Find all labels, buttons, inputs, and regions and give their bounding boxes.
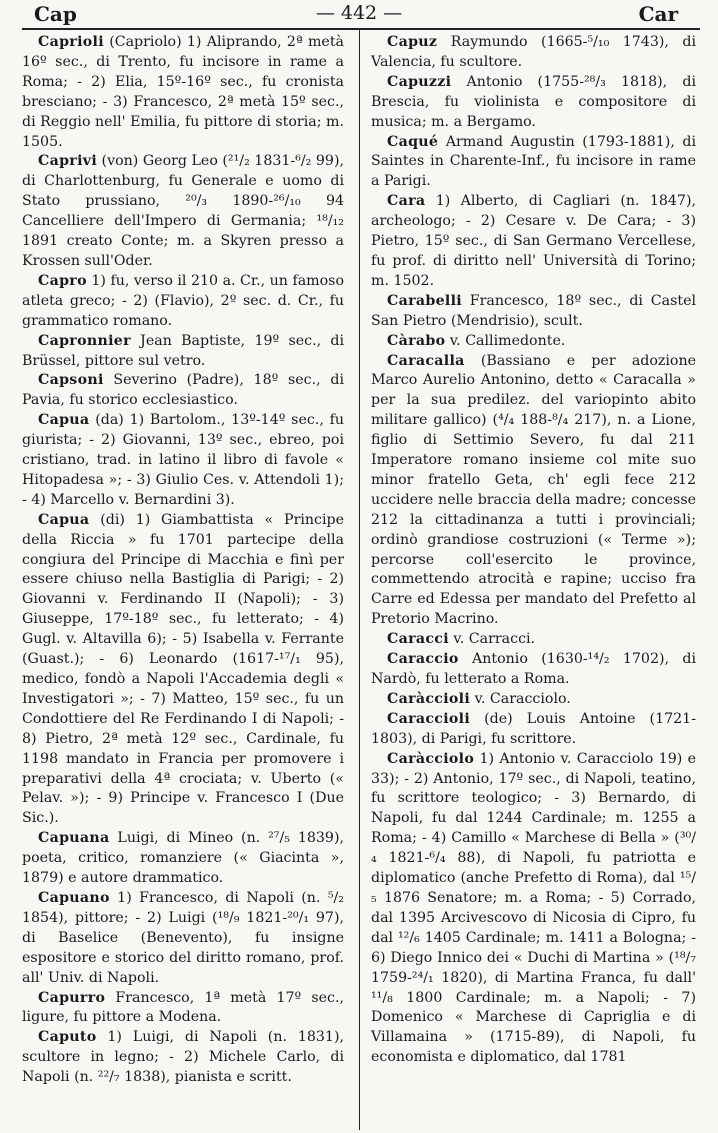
entry-headword: Carabelli: [387, 292, 462, 309]
entry-headword: Caràccioli: [387, 690, 471, 707]
entry-headword: Caracci: [387, 631, 449, 648]
entry-text: Antonio (1755-²⁸/₃ 1818), di Brescia, fu violinista e compositore di musica; m. a Bergamo.: [371, 73, 696, 130]
dictionary-entry: [371, 630, 696, 650]
entry-headword: Caprioli: [38, 34, 104, 50]
entry-headword: Caraccio: [387, 651, 459, 668]
dictionary-entry: [22, 511, 344, 830]
dictionary-entry: [371, 710, 696, 750]
entry-headword: Càrabo: [387, 332, 446, 349]
dictionary-entry: [22, 152, 344, 271]
entry-headword: Capronnier: [38, 332, 131, 349]
dictionary-entry: [371, 690, 696, 710]
column-divider: [359, 30, 360, 1130]
entry-headword: Capro: [38, 272, 87, 289]
dictionary-entry: [22, 1028, 344, 1088]
left-column: [22, 33, 344, 1088]
entry-text: Francesco, 18º sec., di Castel San Pietro (Mendrisio), scult.: [371, 292, 696, 329]
entry-text: (von) Georg Leo (²¹/₂ 1831-⁶/₂ 99), di Charlottenburg, fu Generale e uomo di Stato prussiano, ²⁰/₃ 1890-²⁶/₁₀ 94 Cancelliere dell'Impero di Germania; ¹⁸/₁₂ 1891 creato Conte; m. a Skyren presso a Krossen sull'Oder.: [22, 153, 344, 269]
entry-headword: Capua: [38, 511, 90, 528]
entry-headword: Capuzzi: [387, 73, 452, 90]
dictionary-entry: [22, 371, 344, 411]
entry-text: Jean Baptiste, 19º sec., di Brüssel, pittore sul vetro.: [22, 332, 344, 369]
entry-headword: Capuz: [387, 34, 438, 50]
dictionary-entry: [371, 332, 696, 352]
header-right-word: Car: [638, 2, 678, 26]
entry-text: Severino (Padre), 18º sec., di Pavia, fu storico ecclesiastico.: [22, 372, 344, 409]
dictionary-entry: [22, 332, 344, 372]
entry-text: v. Callimedonte.: [445, 332, 566, 349]
right-column: [371, 33, 696, 1068]
entry-headword: Capurro: [38, 989, 106, 1006]
entry-headword: Caraccioli: [387, 710, 471, 727]
entry-text: 1) Luigi, di Napoli (n. 1831), scultore in legno; - 2) Michele Carlo, di Napoli (n. ²²/₇ 1838), pianista e scritt.: [22, 1029, 344, 1086]
entry-text: (de) Louis Antoine (1721-1803), di Parigi, fu scrittore.: [371, 710, 696, 747]
entry-headword: Caputo: [38, 1029, 97, 1046]
entry-text: (Capriolo) 1) Aliprando, 2ª metà 16º sec., di Trento, fu incisore in rame a Roma; - 2) Elia, 15º-16º sec., fu cronista bresciano; - 3) Francesco, 2ª metà 15º sec., di Reggio nell' Emilia, fu pittore di storia; m. 1505.: [22, 34, 344, 150]
dictionary-entry: [371, 750, 696, 1069]
entry-headword: Capsoni: [38, 372, 104, 389]
page-header: [0, 0, 718, 30]
dictionary-entry: [371, 292, 696, 332]
entry-text: Armand Augustin (1793-1881), di Saintes in Charente-Inf., fu incisore in rame a Parigi.: [371, 133, 696, 190]
dictionary-entry: [22, 33, 344, 152]
entry-text: 1) fu, verso il 210 a. Cr., un famoso atleta greco; - 2) (Flavio), 2º sec. d. Cr., fu grammatico romano.: [22, 272, 344, 329]
dictionary-entry: [371, 33, 696, 73]
dictionary-entry: [22, 411, 344, 511]
dictionary-entry: [371, 133, 696, 193]
entry-headword: Caracalla: [387, 352, 465, 369]
dictionary-entry: [371, 73, 696, 133]
dictionary-entry: [371, 650, 696, 690]
entry-text: 1) Antonio v. Caracciolo 19) e 33); - 2) Antonio, 17º sec., di Napoli, teatino, fu scrittore teologico; - 3) Bernardo, di Napoli, fu dal 1244 Cardinale; m. 1255 a Roma; - 4) Camillo « Marchese di Bella » (³⁰/₄ 1821-⁶/₄ 88), di Napoli, fu patriotta e diplomatico (anche Prefetto di Roma), dal ¹⁵/₅ 1876 Senatore; m. a Roma; - 5) Corrado, dal 1395 Arcivescovo di Nicosia di Cipro, fu dal ¹²/₆ 1405 Cardinale; m. 1411 a Bologna; - 6) Diego Innico dei « Duchi di Martina » (¹⁸/₇ 1759-²⁴/₁ 1820), di Martina Franca, fu dall' ¹¹/₈ 1800 Cardinale; m. a Napoli; - 7) Domenico « Marchese di Capriglia e di Villamaina » (1715-89), di Napoli, fu economista e diplomatico, dal 1781: [371, 750, 696, 1066]
dictionary-entry: [371, 192, 696, 292]
entry-text: (Bassiano e per adozione Marco Aurelio Antonino, detto « Caracalla » per la sua predilez. del variopinto abito militare gallico) (⁴/₄ 188-⁸/₄ 217), n. a Lione, figlio di Settimio Severo, fu dal 211 Imperatore romano insieme col mite suo minor fratello Geta, ch' egli fece 212 uccidere nelle braccia della madre; concesse 212 la cittadinanza a tutti i provinciali; ordinò grandiose costruzioni (« Terme »); percorse coll'esercito le province, commettendo atrocità e rapine; ucciso fra Carre ed Edessa per mandato del Prefetto al Pretorio Macrino.: [371, 352, 696, 628]
entry-text: v. Caracciolo.: [470, 690, 571, 707]
entry-headword: Cara: [387, 193, 426, 210]
entry-text: Francesco, 1ª metà 17º sec., ligure, fu pittore a Modena.: [22, 989, 344, 1026]
entry-headword: Capuano: [38, 889, 110, 906]
entry-headword: Caprivi: [38, 153, 98, 170]
entry-headword: Caqué: [387, 133, 439, 150]
entry-text: v. Carracci.: [448, 631, 536, 648]
page-number: — 442 —: [315, 2, 403, 24]
dictionary-entry: [22, 989, 344, 1029]
entry-text: Antonio (1630-¹⁴/₂ 1702), di Nardò, fu letterato a Roma.: [371, 651, 696, 687]
entry-headword: Capua: [38, 412, 90, 429]
entry-text: Luigi, di Mineo (n. ²⁷/₅ 1839), poeta, critico, romanziere (« Giacinta », 1879) e autore drammatico.: [22, 830, 344, 887]
dictionary-entry: [22, 829, 344, 889]
header-rule: [22, 28, 700, 30]
entry-text: (di) 1) Giambattista « Principe della Riccia » fu 1701 partecipe della congiura del Principe di Macchia e finì per essere chiuso nella Bastiglia di Parigi; - 2) Giovanni v. Ferdinando II (Napoli); - 3) Giuseppe, 17º-18º sec., fu letterato; - 4) Gugl. v. Altavilla 6); - 5) Isabella v. Ferrante (Guast.); - 6) Leonardo (1617-¹⁷/₁ 95), medico, fondò a Napoli l'Accademia degli « Investigatori »; - 7) Matteo, 15º sec., fu un Condottiere del Re Ferdinando I di Napoli; - 8) Pietro, 2ª metà 12º sec., Cardinale, fu 1198 mandato in Francia per promovere i preparativi della 4ª crociata; v. Uberto (« Pelav. »); - 9) Principe v. Francesco I (Due Sic.).: [22, 511, 344, 827]
entry-headword: Capuana: [38, 830, 110, 847]
dictionary-entry: [22, 889, 344, 989]
entry-text: (da) 1) Bartolom., 13º-14º sec., fu giurista; - 2) Giovanni, 13º sec., ebreo, poi cristiano, trad. in latino il libro di favole « Hitopadesa »; - 3) Giulio Ces. v. Attendoli 1); - 4) Marcello v. Bernardini 3).: [22, 412, 344, 508]
header-left-word: Cap: [34, 2, 77, 26]
entry-text: 1) Alberto, di Cagliari (n. 1847), archeologo; - 2) Cesare v. De Cara; - 3) Pietro, 15º sec., di San Germano Vercellese, fu prof. di diritto nell' Università di Torino; m. 1502.: [371, 193, 696, 289]
entry-headword: Caràcciolo: [387, 750, 475, 767]
entry-text: 1) Francesco, di Napoli (n. ⁵/₂ 1854), pittore; - 2) Luigi (¹⁸/₉ 1821-²⁰/₁ 97), di Baselice (Benevento), fu insigne espositore e storico del diritto romano, prof. all' Univ. di Napoli.: [22, 889, 344, 986]
dictionary-entry: [22, 272, 344, 332]
dictionary-entry: [371, 352, 696, 631]
entry-text: Raymundo (1665-⁵/₁₀ 1743), di Valencia, fu scultore.: [371, 34, 696, 70]
